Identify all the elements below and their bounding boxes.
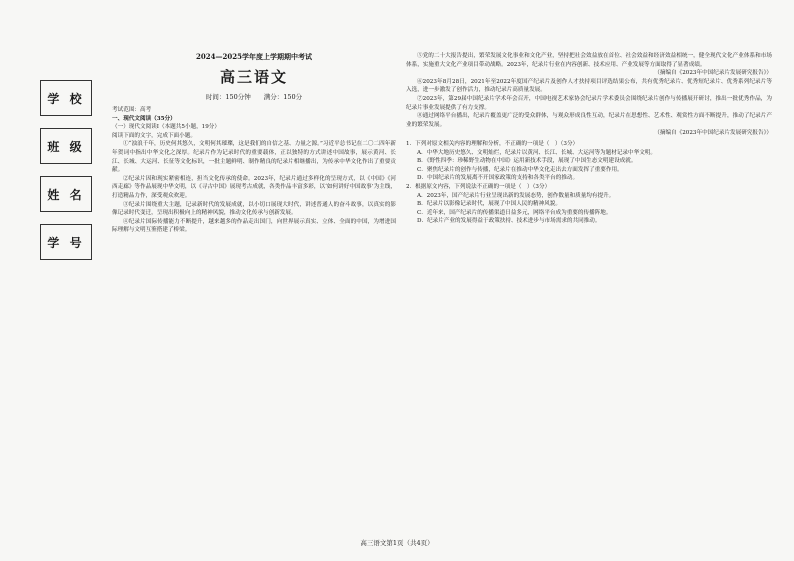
paragraph: ⑦2023年，第29届中国纪录片学术年会召开，中国电视艺术家协会纪录片学术委员会围绕纪录片创作与传播展开研讨，推出一批优秀作品，为纪录片事业发展提供了有力支撑。 (406, 95, 772, 111)
exam-scope: 考试范围：高考 (112, 107, 152, 113)
option-a[interactable]: A．中华大地历史悠久、文明灿烂，纪录片以黄河、长江、长城、大运河等为题材记录中华文明。 (417, 149, 656, 156)
right-column (406, 52, 772, 226)
option-d[interactable]: D．中国纪录片的发展离不开国家政策的支持和各类平台的推动。 (417, 175, 579, 182)
subsection-heading: （一）现代文阅读Ⅰ（本题共5小题，19分） (112, 124, 220, 131)
source-note: （摘编自《2023年中国纪录片发展研究报告》） (654, 130, 772, 137)
left-column (112, 52, 396, 235)
option-c[interactable]: C．近年来，国产纪录片的传播渠道日益多元，网络平台成为重要的传播阵地。 (417, 209, 612, 216)
paragraph: ③纪录片围绕重大主题，记录新时代的发展成就，以小切口展现大时代，讲述普通人的奋斗故事，以真实的影像记录时代变迁，呈现出积极向上的精神风貌，推动文化传承与创新发展。 (112, 201, 396, 217)
option-a[interactable]: A．2023年，国产纪录片行业呈现出新的发展态势，创作数量和质量均有提升。 (417, 192, 615, 199)
exam-header: 2024—2025学年度上学期期中考试 (196, 52, 312, 61)
question-2: 2．根据原文内容，下列说法不正确的一项是（ ）（3分） (406, 183, 551, 190)
option-c[interactable]: C．聚焦纪录片的创作与传播，纪录片在推动中华文化走出去方面发挥了重要作用。 (417, 166, 623, 173)
paragraph: ④纪录片国际传播能力不断提升，越来越多的作品走出国门，向世界展示真实、立体、全面的中国，为增进国际理解与文明互鉴搭建了桥梁。 (112, 218, 396, 234)
page-footer: 高三语文第1页（共4页） (360, 539, 434, 547)
student-id-field[interactable]: 学 号 (40, 224, 92, 260)
binding-line (40, 80, 92, 272)
instruction: 阅读下面的文字，完成下面小题。 (112, 132, 196, 139)
option-b[interactable]: B．《野性四季：珍稀野生动物在中国》运用新技术手段，展现了中国生态文明建设成就。 (417, 158, 637, 165)
source-note: （摘编自《2023年中国纪录片发展研究报告》） (654, 70, 772, 77)
exam-time: 时间：150分钟 满分：150分 (205, 93, 303, 101)
paragraph: ⑧通过网络平台播出，纪录片覆盖更广泛的受众群体，与观众形成良性互动，纪录片在思想性、艺术性、观赏性方面不断提升，推动了纪录片产业的繁荣发展。 (406, 113, 772, 128)
class-field[interactable]: 班 级 (40, 128, 92, 164)
paragraph: ⑥2023年8月28日，2021年至2022年度国产纪录片及创作人才扶持项目评选结果公布，共有优秀纪录片、优秀短纪录片、优秀系列纪录片等入选，进一步激发了创作活力，推动纪录片高质量发展。 (406, 78, 772, 94)
option-d[interactable]: D．纪录片产业的发展得益于政策扶持、技术进步与市场需求的共同推动。 (417, 218, 601, 225)
name-field[interactable]: 姓 名 (40, 176, 92, 212)
paragraph: ②纪录片因和现实紧密相连，担当文化传承的使命。2023年，纪录片通过多样化的呈现方式，以《中国》《河西走廊》等作品展现中华文明，以《寻古中国》展现考古成就，各类作品丰富多彩，以‘如何讲好中国故事’为主线，打造精品力作，深受观众欢迎。 (112, 175, 396, 199)
question-1: 1．下列对原文相关内容的理解和分析，不正确的一项是（ ）（3分） (406, 140, 579, 147)
school-field[interactable]: 学 校 (40, 80, 92, 116)
paragraph: ⑤党的二十大报告提出，繁荣发展文化事业和文化产业，坚持把社会效益放在首位、社会效益和经济效益相统一，健全现代文化产业体系和市场体系，实施重大文化产业项目带动战略。2023年，纪录片行业在内容创新、技术应用、产业发展等方面取得了显著成绩。 (406, 53, 772, 68)
option-b[interactable]: B．纪录片以影像记录时代，展现了中国人民的精神风貌。 (417, 201, 561, 208)
exam-title: 高三语文 (219, 68, 288, 86)
section-heading: 一、现代文阅读（35分） (112, 115, 176, 122)
paragraph: ①“浊浪千年，历史何其悠久，文明何其璀璨，这是我们的自信之基、力量之源。”习近平总书记在二〇二四年新年贺词中指出中华文化之深厚。纪录片作为记录时代的重要载体，正以独特的方式讲述中国故事，展示黄河、长江、长城、大运河、长征等文化标识，一批主题鲜明、制作精良的纪录片相继播出，为传承中华文化作出了重要贡献。 (112, 141, 396, 174)
